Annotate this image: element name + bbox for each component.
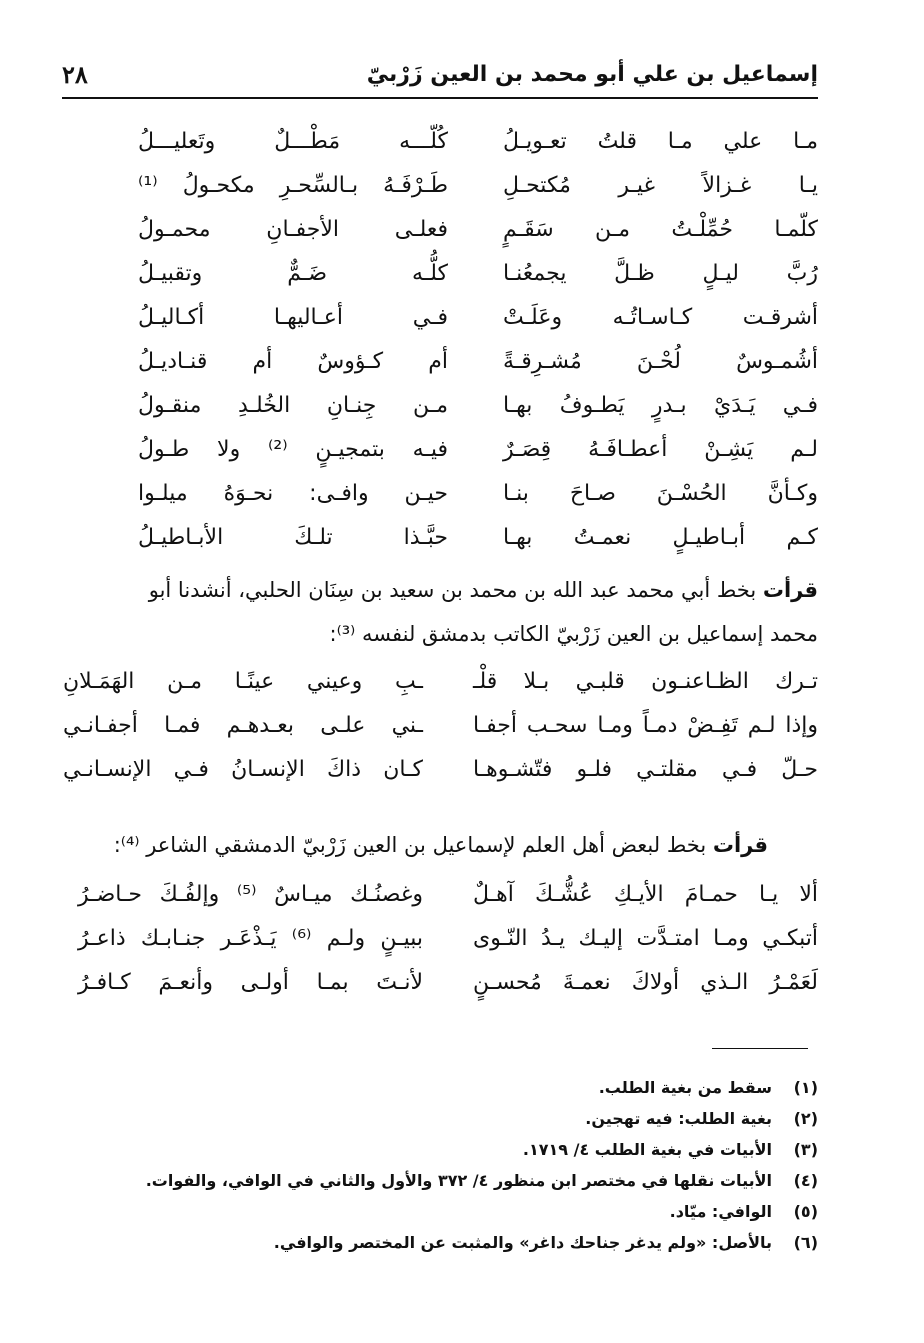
- second-hemistich: لأنـتَ بمـا أولـى وأنعـمَ كـافـرُ: [78, 970, 423, 995]
- second-hemistich: فـي أعـاليهـا أكـاليـلُ: [138, 305, 448, 330]
- prose-line: [62, 568, 818, 612]
- verse-row: [62, 252, 818, 296]
- second-hemistich: فعلـى الأجفـانِ محمـولُ: [138, 217, 448, 242]
- second-hemistich: ببيـنٍ ولـم ⁽⁶⁾ يَـذْعَـر جنـابـك ذاعـرُ: [78, 926, 424, 951]
- second-hemistich: كـان ذاكَ الإنسـانُ فـي الإنسـانـي: [63, 757, 423, 782]
- verse-row: [62, 917, 818, 961]
- first-hemistich: حـلّ فـي مقلتـي فلـو فتّشـوهـا: [473, 757, 818, 782]
- lead-word: قرأت: [712, 833, 768, 857]
- poem-2: [62, 660, 818, 792]
- verse-row: [62, 208, 818, 252]
- second-hemistich: حبَّـذا تلـكَ الأبـاطيـلُ: [138, 525, 448, 550]
- footnotes: [62, 1072, 818, 1258]
- second-hemistich: ـني علـى بعـدهـم فمـا أجفـانـي: [63, 713, 423, 738]
- first-hemistich: مـا علي مـا قلتُ تعـويـلُ: [503, 129, 818, 154]
- verse-row: [62, 516, 818, 560]
- second-hemistich: ـبِ وعيني عينًـا مـن الهَمَـلانِ: [63, 669, 423, 694]
- header-rule: [62, 97, 818, 99]
- verse-row: [62, 472, 818, 516]
- verse-row: [62, 961, 818, 1005]
- footnote: [62, 1103, 818, 1134]
- second-hemistich: وغصنُـك ميـاسٌ ⁽⁵⁾ وإلفُـكَ حـاضـرُ: [78, 882, 423, 907]
- prose-text: بخط أبي محمد عبد الله بن محمد بن سعيد بن سِنَان الحلبي، أنشدنا أبو: [148, 578, 757, 602]
- poem-1: [62, 120, 818, 560]
- footnote-text: الوافي: ميّاد.: [669, 1202, 772, 1221]
- first-hemistich: يـا غـزالاً غيـر مُكتحـلِ: [503, 173, 818, 198]
- prose-text: بخط لبعض أهل العلم لإسماعيل بن العين زَرْبيّ الدمشقي الشاعر ⁽⁴⁾:: [113, 833, 707, 857]
- footnote: [62, 1072, 818, 1103]
- running-header: [62, 58, 818, 98]
- second-hemistich: حيـن وافـى: نحـوَهُ ميلـوا: [138, 481, 448, 506]
- second-hemistich: كُلّـــه مَطْـــلٌ وتَعليـــلُ: [138, 129, 448, 154]
- footnote: [62, 1134, 818, 1165]
- first-hemistich: وإذا لـم تَفِـضْ دمـاً ومـا سحـب أجفـا: [473, 713, 818, 738]
- prose-line: [62, 823, 818, 867]
- second-hemistich: فيـه بتمجيـنٍ ⁽²⁾ ولا طـولُ: [138, 437, 448, 462]
- prose-paragraph-2: [62, 823, 818, 867]
- first-hemistich: لَعَمْـرُ الـذي أولاكَ نعمـةَ مُحسـنٍ: [473, 970, 818, 995]
- poem-3: [62, 873, 818, 1005]
- footnote-text: بالأصل: «ولم يدغر جناحك داغر» والمثبت عن المختصر والوافي.: [273, 1233, 772, 1252]
- second-hemistich: أم كـؤوسٌ أم قنـاديـلُ: [138, 349, 448, 374]
- first-hemistich: تـرك الظـاعنـون قلبـي بـلا قلْـ: [473, 669, 818, 694]
- footnote-text: سقط من بغية الطلب.: [598, 1078, 772, 1097]
- footnote-number: (٤): [793, 1171, 818, 1190]
- first-hemistich: كـم أبـاطيـلٍ نعمـتُ بهـا: [503, 525, 818, 550]
- verse-row: [62, 704, 818, 748]
- page-number: ٢٨: [62, 60, 88, 89]
- first-hemistich: ألا يـا حمـامَ الأيـكِ عُشُّـكَ آهـلٌ: [473, 882, 818, 907]
- first-hemistich: وكـأنَّ الحُسْـنَ صـاحَ بنـا: [503, 481, 818, 506]
- verse-row: [62, 748, 818, 792]
- verse-row: [62, 428, 818, 472]
- footnote-text: الأبيات نقلها في مختصر ابن منظور ٤/ ٣٧٢ والأول والثاني في الوافي، والفوات.: [145, 1171, 772, 1190]
- second-hemistich: كلُّـه ضَـمٌّ وتقبيـلُ: [138, 261, 448, 286]
- verse-row: [62, 296, 818, 340]
- footnote-separator: [712, 1048, 808, 1049]
- verse-row: [62, 384, 818, 428]
- second-hemistich: طَـرْفَـهُ بـالسِّحـرِ مكحـولُ ⁽¹⁾: [138, 173, 448, 198]
- first-hemistich: أتبكـي ومـا امتـدَّت إليـك يـدُ النّـوى: [473, 926, 818, 951]
- verse-row: [62, 120, 818, 164]
- footnote-text: بغية الطلب: فيه تهجين.: [585, 1109, 772, 1128]
- verse-row: [62, 873, 818, 917]
- footnote-number: (٦): [793, 1233, 818, 1252]
- second-hemistich: مـن جِنـانِ الخُلـدِ منقـولُ: [138, 393, 448, 418]
- first-hemistich: كلّمـا حُمِّلْـتُ مـن سَقَـمٍ: [503, 217, 818, 242]
- first-hemistich: لـم يَشِـنْ أعطـافَـهُ قِصَـرٌ: [503, 437, 818, 462]
- first-hemistich: أشرقـت كـاسـاتُـه وعَلَـتْ: [503, 305, 818, 330]
- footnote-number: (٥): [793, 1202, 818, 1221]
- first-hemistich: فـي يَـدَيْ بـدرٍ يَطـوفُ بهـا: [503, 393, 818, 418]
- first-hemistich: أشُمـوسٌ لُحْـنَ مُشـرِقـةً: [503, 349, 818, 374]
- verse-row: [62, 660, 818, 704]
- first-hemistich: رُبَّ ليـلٍ ظـلَّ يجمعُنـا: [503, 261, 818, 286]
- footnote-number: (٣): [793, 1140, 818, 1159]
- footnote-number: (١): [793, 1078, 818, 1097]
- footnote: [62, 1196, 818, 1227]
- lead-word: قرأت: [762, 578, 818, 602]
- verse-row: [62, 164, 818, 208]
- header-title: إسماعيل بن علي أبو محمد بن العين زَرْبيّ: [366, 62, 818, 87]
- footnote-number: (٢): [793, 1109, 818, 1128]
- footnote-text: الأبيات في بغية الطلب ٤/ ١٧١٩.: [522, 1140, 772, 1159]
- footnote: [62, 1227, 818, 1258]
- prose-paragraph-1: [62, 568, 818, 656]
- prose-line: محمد إسماعيل بن العين زَرْبيّ الكاتب بدمشق لنفسه ⁽³⁾:: [329, 622, 818, 646]
- footnote: [62, 1165, 818, 1196]
- verse-row: [62, 340, 818, 384]
